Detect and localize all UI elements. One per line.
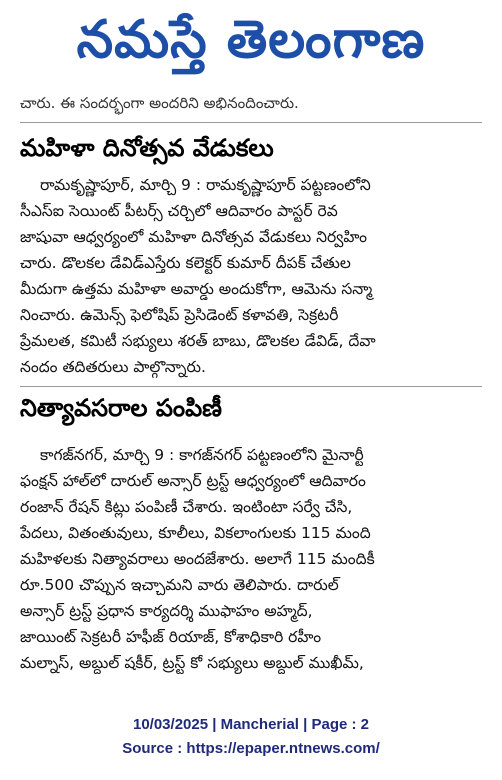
article-2-line: రూ.500 చొప్పున ఇచ్చామని వారు తెలిపారు. దారుల్ [20, 576, 339, 594]
news-clip [20, 92, 482, 704]
divider [20, 386, 482, 387]
article-1-line: నందం తదితరులు పాల్గొన్నారు. [20, 358, 206, 376]
article-2-line: పేదలు, వితంతువులు, కూలీలు, వికలాంగులకు 115 మంది [20, 524, 371, 542]
article-headline-2: నిత్యావసరాల పంపిణీ [20, 394, 222, 422]
article-2-line: కాగజ్‌నగర్, మార్చి 9 : కాగజ్‌నగర్ పట్టణంలోని మైనార్టీ [40, 446, 364, 464]
masthead [0, 0, 502, 92]
article-2-line: అన్సార్ ట్రస్ట్ ప్రధాన కార్యదర్శి ముఫాహం అహ్మద్, [20, 602, 313, 620]
masthead-title: నమస్తే తెలంగాణ [76, 9, 426, 70]
article-headline-1: మహిళా దినోత్సవ వేడుకలు [20, 134, 274, 162]
article-1-line: సీఎస్ఐ సెయింట్ పీటర్స్ చర్చిలో ఆదివారం పాస్టర్ రెవ [20, 202, 338, 220]
footer-source: Source : https://epaper.ntnews.com/ [122, 740, 380, 757]
article-1-line: రామకృష్ణాపూర్, మార్చి 9 : రామకృష్ణాపూర్ పట్టణంలోని [40, 176, 371, 194]
cut-off-text-line: చారు. ఈ సందర్భంగా అందరిని అభినందించారు. [20, 94, 299, 112]
article-1-line: ప్రేమలత, కమిటీ సభ్యులు శరత్ బాబు, డొలకల డేవిడ్, దేవా [20, 332, 376, 350]
article-2-line: జాయింట్ సెక్రటరీ హఫీజ్ రియాజ్, కోశాధికారి రహీం [20, 628, 322, 646]
divider [20, 122, 482, 123]
article-1-line: చారు. డొలకల డేవిడ్ఎస్తేరు కలెక్టర్ కుమార్ దీపక్ చేతుల [20, 254, 351, 272]
article-1-line: జాషువా ఆధ్వర్యంలో మహిళా దినోత్సవ వేడుకలు నిర్వహిం [20, 228, 368, 246]
article-1-line: నించారు. ఉమెన్స్ ఫెలోషిప్ ప్రెసిడెంట్ కళావతి, సెక్రటరీ [20, 306, 339, 324]
article-2-line: మహిళలకు నిత్యావరాలు అందజేశారు. అలాగే 115 మందికీ [20, 550, 375, 568]
article-2-line: రంజాన్ రేషన్ కిట్లు పంపిణీ చేశారు. ఇంటింటా సర్వే చేసి, [20, 498, 353, 516]
article-1-line: మీదుగా ఉత్తమ మహిళా అవార్డు అందుకోగా, ఆమెను సన్మా [20, 280, 373, 298]
article-2-line: మల్నాస్, అబ్దుల్ షకీర్, ట్రస్ట్ కో సభ్యులు అబ్దుల్ ముఖీమ్, [20, 654, 364, 672]
footer-date-edition: 10/03/2025 | Mancherial | Page : 2 [132, 716, 370, 733]
article-2-line: ఫంక్షన్ హాల్‌లో దారుల్ అన్సార్ ట్రస్ట్ ఆధ్వర్యంలో ఆదివారం [20, 472, 366, 490]
